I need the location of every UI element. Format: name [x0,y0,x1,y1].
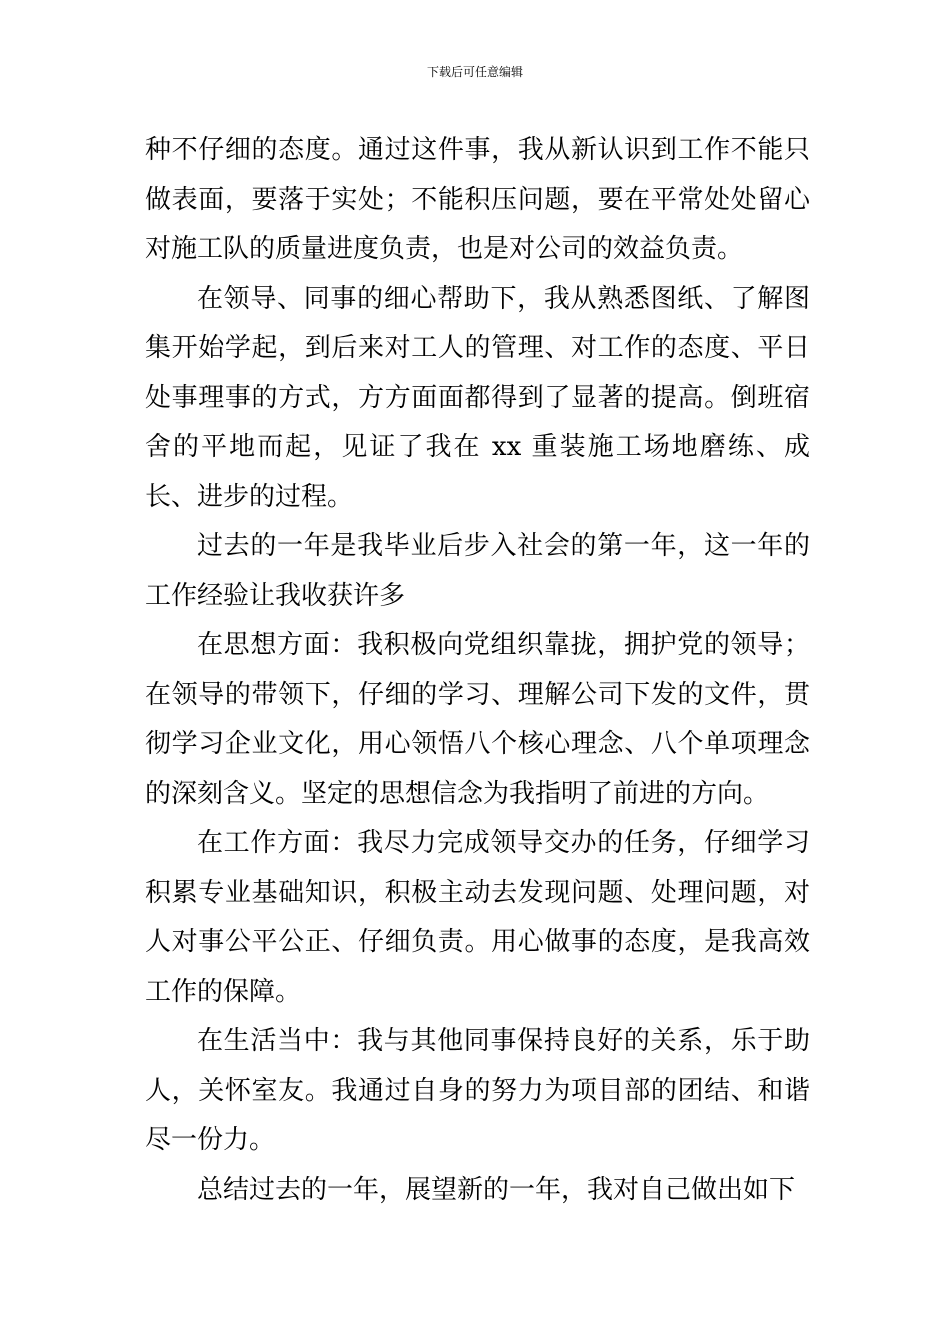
paragraph-4: 在思想方面：我积极向党组织靠拢，拥护党的领导；在领导的带领下，仔细的学习、理解公司下发的文件，贯彻学习企业文化，用心领悟八个核心理念、八个单项理念的深刻含义。坚定的思想信念为我指明了前进的方向。 [145,630,810,809]
paragraph-3: 过去的一年是我毕业后步入社会的第一年，这一年的工作经验让我收获许多 [145,531,810,611]
paragraph-6: 在生活当中：我与其他同事保持良好的关系，乐于助人，关怀室友。我通过自身的努力为项目部的团结、和谐尽一份力。 [145,1026,810,1155]
page-header: 下载后可任意编辑 [426,65,523,79]
paragraph-7: 总结过去的一年，展望新的一年，我对自己做出如下 [197,1174,796,1205]
document-body [145,126,810,1215]
paragraph-1: 种不仔细的态度。通过这件事，我从新认识到工作不能只做表面，要落于实处；不能积压问题，要在平常处处留心对施工队的质量进度负责，也是对公司的效益负责。 [145,135,810,264]
paragraph-2: 在领导、同事的细心帮助下，我从熟悉图纸、了解图集开始学起，到后来对工人的管理、对工作的态度、平日处事理事的方式，方方面面都得到了显著的提高。倒班宿舍的平地而起，见证了我在 xx 重装施工场地磨练、成长、进步的过程。 [145,283,810,512]
paragraph-5: 在工作方面：我尽力完成领导交办的任务，仔细学习积累专业基础知识，积极主动去发现问题、处理问题，对人对事公平公正、仔细负责。用心做事的态度，是我高效工作的保障。 [145,828,810,1007]
